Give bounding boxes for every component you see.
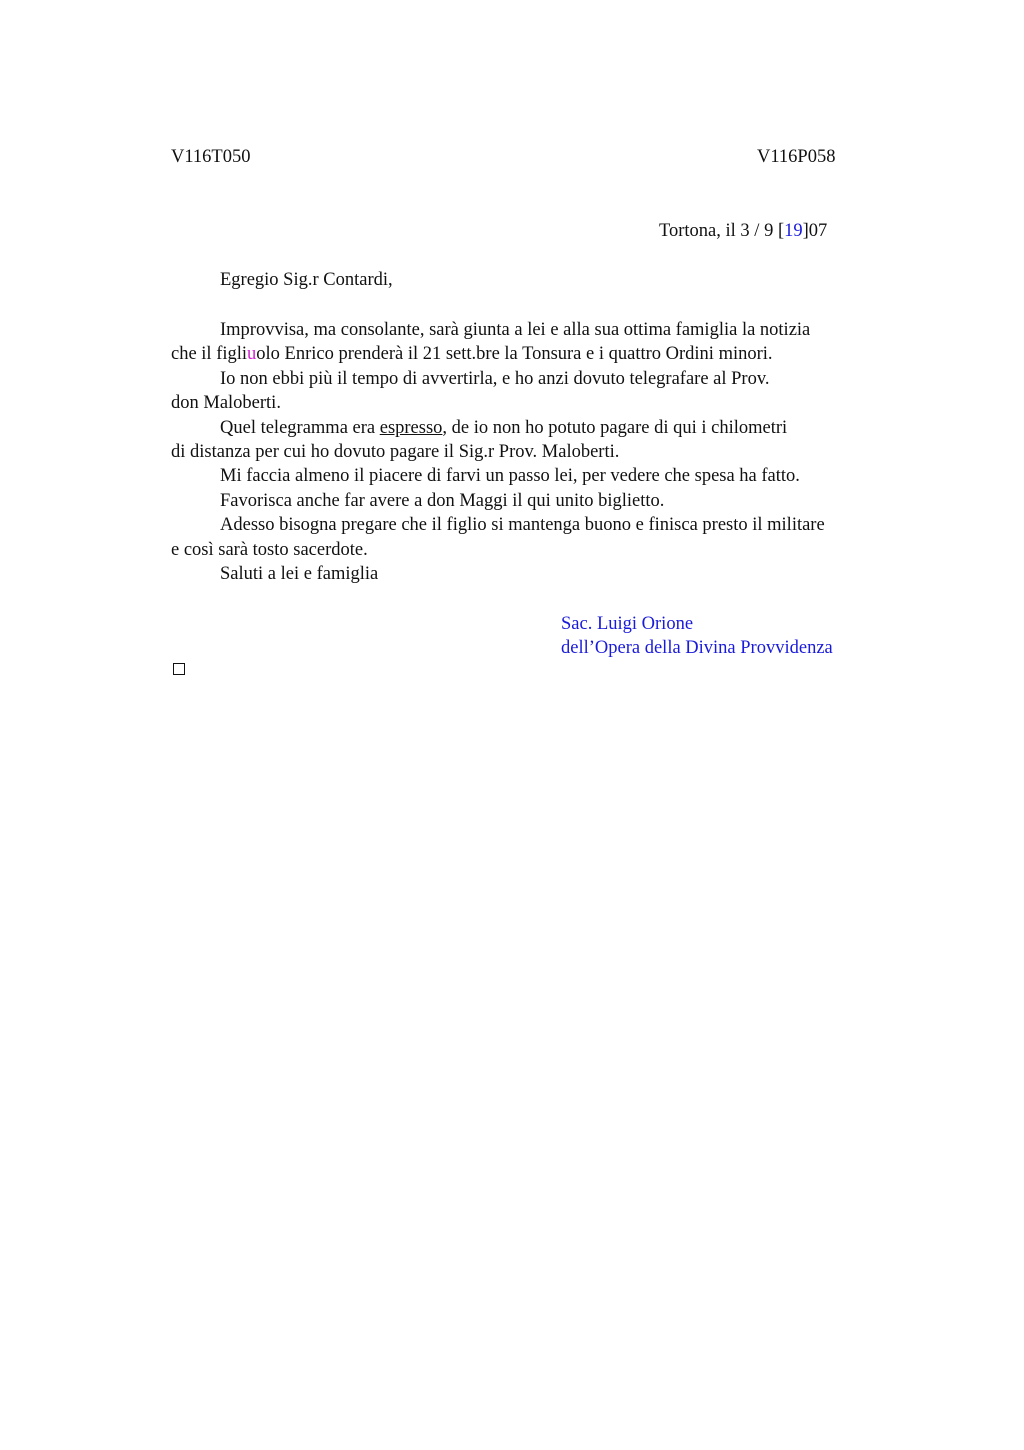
signature-name: Sac. Luigi Orione bbox=[561, 614, 694, 634]
date-century-editorial: 19 bbox=[784, 221, 803, 241]
editorial-correction: u bbox=[247, 344, 257, 365]
letter-date bbox=[659, 221, 827, 242]
body-line bbox=[171, 342, 891, 366]
salutation: Egregio Sig.r Contardi, bbox=[220, 270, 393, 290]
body-line: Saluti a lei e famiglia bbox=[220, 564, 379, 585]
date-prefix: Tortona, il 3 / 9 [ bbox=[659, 221, 785, 241]
body-line: Io non ebbi più il tempo di avvertirla, e ho anzi dovuto telegrafare al Prov. bbox=[220, 368, 770, 389]
body-line: Mi faccia almeno il piacere di farvi un passo lei, per vedere che spesa ha fatto. bbox=[220, 466, 800, 487]
body-text-segment: , de io non ho potuto pagare di qui i chilometri bbox=[442, 417, 788, 438]
empty-square-icon bbox=[173, 663, 185, 675]
letter-body bbox=[171, 318, 891, 586]
body-line: Improvvisa, ma consolante, sarà giunta a lei e alla sua ottima famiglia la notizia bbox=[220, 320, 811, 340]
document-reference-left: V116T050 bbox=[171, 147, 251, 167]
body-line: don Maloberti. bbox=[171, 393, 281, 414]
underlined-word: espresso bbox=[379, 417, 443, 438]
body-line: di distanza per cui ho dovuto pagare il Sig.r Prov. Maloberti. bbox=[171, 442, 620, 463]
date-suffix: ]07 bbox=[802, 221, 828, 241]
document-reference-right: V116P058 bbox=[757, 147, 836, 167]
body-text-segment: Quel telegramma era bbox=[220, 417, 380, 438]
body-text-segment: olo Enrico prenderà il 21 sett.bre la Tonsura e i quattro Ordini minori. bbox=[256, 344, 773, 365]
signature-affiliation: dell’Opera della Divina Provvidenza bbox=[561, 638, 833, 659]
signature-block bbox=[561, 612, 833, 661]
body-line bbox=[171, 416, 891, 440]
body-text-segment: che il figli bbox=[171, 344, 248, 365]
body-line: e così sarà tosto sacerdote. bbox=[171, 539, 368, 560]
body-line: Adesso bisogna pregare che il figlio si mantenga buono e finisca presto il militare bbox=[220, 515, 825, 536]
body-line: Favorisca anche far avere a don Maggi il qui unito biglietto. bbox=[220, 490, 665, 511]
